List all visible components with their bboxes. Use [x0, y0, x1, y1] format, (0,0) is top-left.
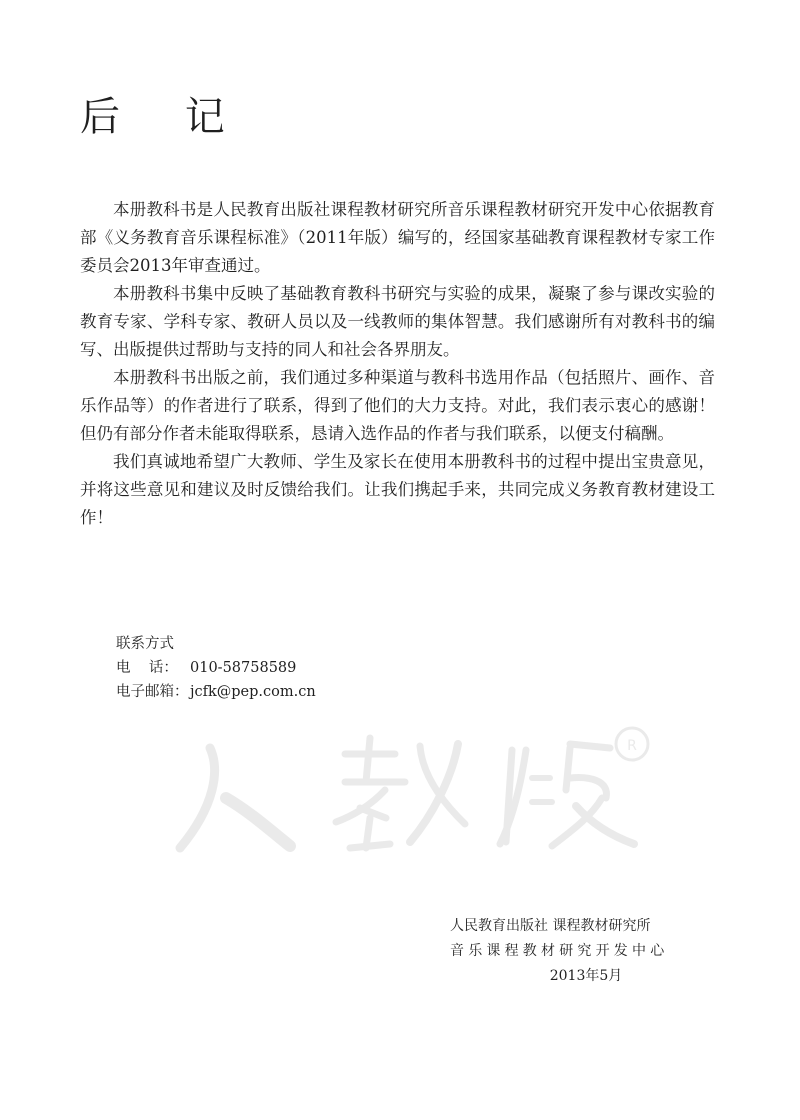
contact-email-row [116, 680, 316, 704]
registered-mark: R [627, 738, 637, 754]
email-label: 电子邮箱： [116, 684, 189, 700]
publisher-name: 人民教育出版社 课程教材研究所 [450, 918, 651, 934]
afterword-body [80, 196, 715, 532]
publisher-footer [450, 914, 710, 989]
contact-info [116, 632, 316, 704]
page-title: 后 记 [80, 94, 251, 140]
contact-heading: 联系方式 [116, 636, 174, 652]
paragraph-4: 我们真诚地希望广大教师、学生及家长在使用本册教科书的过程中提出宝贵意见，并将这些意见和建议及时反馈给我们。让我们携起手来，共同完成义务教育教材建设工作！ [80, 452, 715, 527]
paragraph-1: 本册教科书是人民教育出版社课程教材研究所音乐课程教材研究开发中心依据教育部《义务教育音乐课程标准》（2011年版）编写的，经国家基础教育课程教材专家工作委员会2013年审查通过。 [80, 200, 715, 275]
contact-phone-row [116, 656, 316, 680]
phone-label: 电 话： [116, 660, 178, 676]
email-value: jcfk@pep.com.cn [190, 684, 316, 700]
phone-value: 010-58758589 [190, 660, 297, 676]
publisher-logo-watermark [140, 720, 660, 870]
publisher-center: 音乐课程教材研究开发中心 [450, 943, 669, 959]
publish-date: 2013年5月 [549, 968, 623, 984]
paragraph-3: 本册教科书出版之前，我们通过多种渠道与教科书选用作品（包括照片、画作、音乐作品等）的作者进行了联系，得到了他们的大力支持。对此，我们表示衷心的感谢！但仍有部分作者未能取得联系，恳请入选作品的作者与我们联系，以便支付稿酬。 [80, 368, 715, 443]
paragraph-2: 本册教科书集中反映了基础教育教科书研究与实验的成果，凝聚了参与课改实验的教育专家、学科专家、教研人员以及一线教师的集体智慧。我们感谢所有对教科书的编写、出版提供过帮助与支持的同人和社会各界朋友。 [80, 284, 715, 359]
